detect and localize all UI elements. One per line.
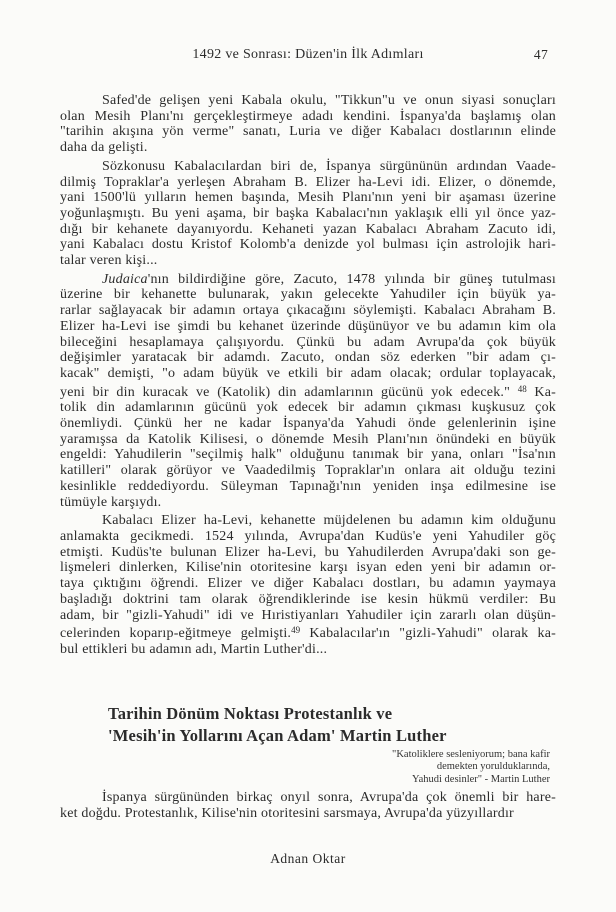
text-line: Judaica'nın bildirdiğine göre, Zacuto, 1478 yılında bir güneş tutulması — [102, 271, 556, 287]
paragraph — [60, 790, 556, 821]
text-line: Elizer ha-Levi ise şimdi bu kehanet üzerinde düşünüyor ve bu adamın kim ola — [60, 318, 556, 334]
epigraph-line: Yahudi desinler" - Martin Luther — [412, 774, 550, 786]
running-head — [60, 0, 556, 63]
page-number: 47 — [533, 47, 548, 62]
text-line: taya çıktığını öğrendi. Elizer ve diğer Kabalacı dostları, bu adamın yaymaya — [60, 576, 556, 592]
footer-author: Adnan Oktar — [270, 851, 346, 866]
paragraph — [60, 272, 556, 511]
text-line: Sözkonusu Kabalacılardan biri de, İspanya sürgününün ardından Vaade- — [102, 158, 556, 174]
text-line: "tarihin akışına yön verme" sanatı, Luria ve diğer Kabalacı dostlarının elinde — [60, 124, 556, 140]
section-heading-line: 'Mesih'in Yollarını Açan Adam' Martin Luther — [108, 725, 447, 745]
text-line: talar veren kişi... — [60, 253, 158, 269]
running-head-title: 1492 ve Sonrası: Düzen'in İlk Adımları — [192, 47, 424, 62]
text-line: Kabalacı Elizer ha-Levi, kehanette müjdelenen bu adamın kim olduğunu — [102, 513, 556, 529]
text-line: tümüyle karşıydı. — [60, 494, 162, 510]
text-line: engeldi: Yahudilerin "seçilmiş halk" olduğunu tanımak bir yana, onları "İsa'nın — [60, 447, 556, 463]
section-heading — [108, 703, 556, 747]
text-line: celerinden koparıp-eğitmeye gelmişti.$^{49}$ Kabalacılar'ın "gizli-Yahudi" olarak ka- — [60, 625, 556, 642]
paragraph — [60, 93, 556, 156]
text-line: kacak" demişti, "o adam büyük ve etkili bir adam olacak; ordular toplayacak, — [60, 365, 556, 381]
text-line: lişmeleri dinlerken, Kilise'nin otoritesine karşı isyan eden yeni bir adamın or- — [60, 560, 556, 576]
text-line: değişimler yaratacak bir adamdı. Zacuto, ondan söz ederken "bir adam çı- — [60, 350, 556, 366]
text-line: İspanya sürgününden birkaç onyıl sonra, Avrupa'da çok önemli bir hare- — [102, 790, 556, 805]
section-heading-line: Tarihin Dönüm Noktası Protestanlık ve — [108, 703, 393, 723]
epigraph-line: "Katoliklere sesleniyorum; bana kafir — [392, 748, 550, 760]
text-line: önemliydi. Çünkü her ne kadar İspanya'da Yahudi önde gelenlerinin işine — [60, 416, 556, 432]
text-line: bileceğini hesaplamaya çalışıyordu. Çünkü bu adam Avrupa'da çok büyük — [60, 334, 556, 350]
text-line: katilleri" olarak görüyor ve Vaadedilmiş Topraklar'ın onlara ait olduğu tezini — [60, 463, 556, 479]
text-line: yani Kabalacı dostu Kristof Kolomb'a denizde yol bulması için astrolojik hari- — [60, 237, 556, 253]
text-line: dığı bir kehanete dayanıyordu. Kehaneti yazan Kabalacı Abraham Zacuto idi, — [60, 221, 556, 237]
text-body-after-heading — [60, 790, 556, 821]
text-line: anlamakta gecikmedi. 1524 yılında, Avrupa'dan Kudüs'e yeni Yahudiler göç — [60, 528, 556, 544]
text-line: yaramışsa da Katolik Kilisesi, o dönemde Mesih Planı'nın önündeki en büyük — [60, 431, 556, 447]
text-line: tolik din adamlarının gücünü yok edecek bir adamın çıkması kuşkusuz çok — [60, 400, 556, 416]
text-line: Safed'de gelişen yeni Kabala okulu, "Tikkun"u ve onun siyasi sonuçları — [102, 93, 556, 108]
text-line: kesinlikle reddediyordu. Süleyman Tapınağı'nın yeniden inşa edilmesine ise — [60, 478, 556, 494]
text-line: üzerine bir kehanette bulunarak, yakın gelecekte Yahudiler için büyük ya- — [60, 287, 556, 303]
italic-text: Judaica — [102, 271, 148, 287]
text-line: rarlar sağlayacak bir adamın ortaya çıkacağını söylemişti. Kabalacı Abraham B. — [60, 303, 556, 319]
text-line: bul ettikleri bu adamın adı, Martin Luther'di... — [60, 641, 328, 657]
text-line: yani 1500'lü yılların hemen başında, Mesih Planı'nın yeni bir aşaması üzerine — [60, 190, 556, 206]
epigraph-line: demekten yorulduklarında, — [436, 761, 550, 773]
text-line: daha da gelişti. — [60, 140, 148, 156]
text-line: olan Mesih Planı'nı gerçekleştirmeye adadı kendini. İspanya'da başlamış olan — [60, 108, 556, 124]
text-line: yeni bir din kuracak ve (Katolik) din adamlarının gücünü yok edecek." $^{48}$ Ka- — [60, 383, 556, 400]
paragraph — [60, 159, 556, 269]
text-line: dilmiş Topraklar'a yerleşen Abraham B. Elizer ha-Levi idi. Elizer, o dönemde, — [60, 174, 556, 190]
text-line: yoğunlaşmıştı. Bu yeni aşama, bir başka Kabalacı'nın yaklaşık elli yıl önce yaz- — [60, 205, 556, 221]
text-body — [60, 93, 556, 658]
text-line: etmişti. Kudüs'te bulunan Elizer ha-Levi, bu Yahudilerden Avrupa'daki son ge- — [60, 544, 556, 560]
text-line: başladığı doktrini tam olarak öğrendiklerinde ise kesin hükmü verdiler: Bu — [60, 591, 556, 607]
footnote-ref: 49 — [291, 625, 301, 636]
text-line: ket doğdu. Protestanlık, Kilise'nin otoritesini sarsmaya, Avrupa'da yüzyıllardır — [60, 805, 514, 821]
footnote-ref: 48 — [517, 383, 527, 394]
paragraph — [60, 513, 556, 657]
epigraph — [60, 749, 556, 787]
text-line: adam, bir "gizli-Yahudi" idi ve Hıristiyanları Yahudiler için zararlı olan düşün- — [60, 607, 556, 623]
